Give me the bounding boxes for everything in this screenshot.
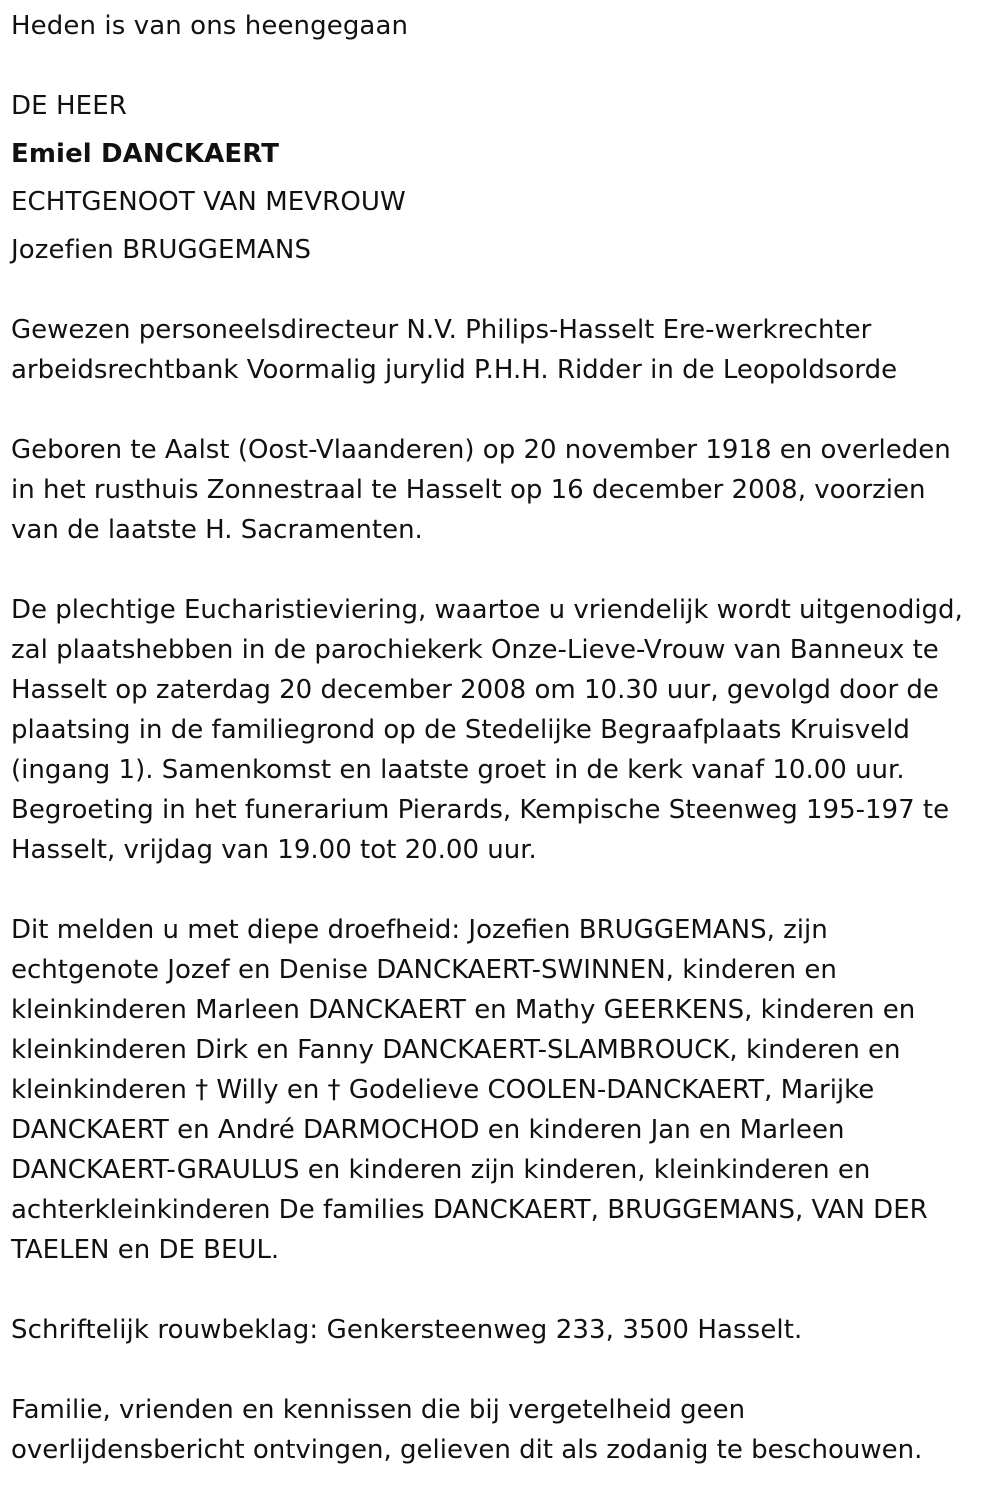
ceremony-line: (ingang 1). Samenkomst en laatste groet in de kerk vanaf 10.00 uur.	[11, 755, 905, 785]
family-line: echtgenote Jozef en Denise DANCKAERT-SWINNEN, kinderen en	[11, 955, 837, 985]
deceased-name: Emiel DANCKAERT	[11, 139, 280, 169]
family-line: kleinkinderen Marleen DANCKAERT en Mathy GEERKENS, kinderen en	[11, 995, 916, 1025]
birth-death-line: Geboren te Aalst (Oost-Vlaanderen) op 20 november 1918 en overleden	[11, 435, 951, 465]
family-line: kleinkinderen Dirk en Fanny DANCKAERT-SLAMBROUCK, kinderen en	[11, 1035, 901, 1065]
family-line: DANCKAERT en André DARMOCHOD en kinderen Jan en Marleen	[11, 1115, 845, 1145]
family-paragraph	[11, 910, 1000, 1270]
family-line: Dit melden u met diepe droefheid: Jozefien BRUGGEMANS, zijn	[11, 915, 828, 945]
ceremony-line: zal plaatshebben in de parochiekerk Onze-Lieve-Vrouw van Banneux te	[11, 635, 939, 665]
ceremony-paragraph	[11, 590, 1000, 870]
career-line: arbeidsrechtbank Voormalig jurylid P.H.H. Ridder in de Leopoldsorde	[11, 355, 898, 385]
ceremony-line: Begroeting in het funerarium Pierards, Kempische Steenweg 195-197 te	[11, 795, 950, 825]
title-prefix: DE HEER	[11, 91, 127, 121]
family-line: TAELEN en DE BEUL.	[11, 1235, 280, 1265]
family-line: achterkleinkinderen De families DANCKAERT, BRUGGEMANS, VAN DER	[11, 1195, 928, 1225]
ceremony-line: Hasselt, vrijdag van 19.00 tot 20.00 uur.	[11, 835, 537, 865]
closing-line: Familie, vrienden en kennissen die bij vergetelheid geen	[11, 1395, 746, 1425]
family-line: kleinkinderen † Willy en † Godelieve COOLEN-DANCKAERT, Marijke	[11, 1075, 875, 1105]
closing-paragraph	[11, 1390, 1000, 1470]
ceremony-line: Hasselt op zaterdag 20 december 2008 om 10.30 uur, gevolgd door de	[11, 675, 939, 705]
spouse-name: Jozefien BRUGGEMANS	[11, 235, 312, 265]
career-line: Gewezen personeelsdirecteur N.V. Philips-Hasselt Ere-werkrechter	[11, 315, 872, 345]
condolences-address: Schriftelijk rouwbeklag: Genkersteenweg 233, 3500 Hasselt.	[11, 1315, 803, 1345]
closing-line: overlijdensbericht ontvingen, gelieven dit als zodanig te beschouwen.	[11, 1435, 923, 1465]
career-paragraph	[11, 310, 1000, 390]
birth-death-line: in het rusthuis Zonnestraal te Hasselt op 16 december 2008, voorzien	[11, 475, 926, 505]
ceremony-line: De plechtige Eucharistieviering, waartoe u vriendelijk wordt uitgenodigd,	[11, 595, 963, 625]
spouse-label: ECHTGENOOT VAN MEVROUW	[11, 187, 406, 217]
intro-text: Heden is van ons heengegaan	[11, 11, 409, 41]
birth-death-paragraph	[11, 430, 1000, 550]
birth-death-line: van de laatste H. Sacramenten.	[11, 515, 423, 545]
ceremony-line: plaatsing in de familiegrond op de Stedelijke Begraafplaats Kruisveld	[11, 715, 910, 745]
family-line: DANCKAERT-GRAULUS en kinderen zijn kinderen, kleinkinderen en	[11, 1155, 871, 1185]
